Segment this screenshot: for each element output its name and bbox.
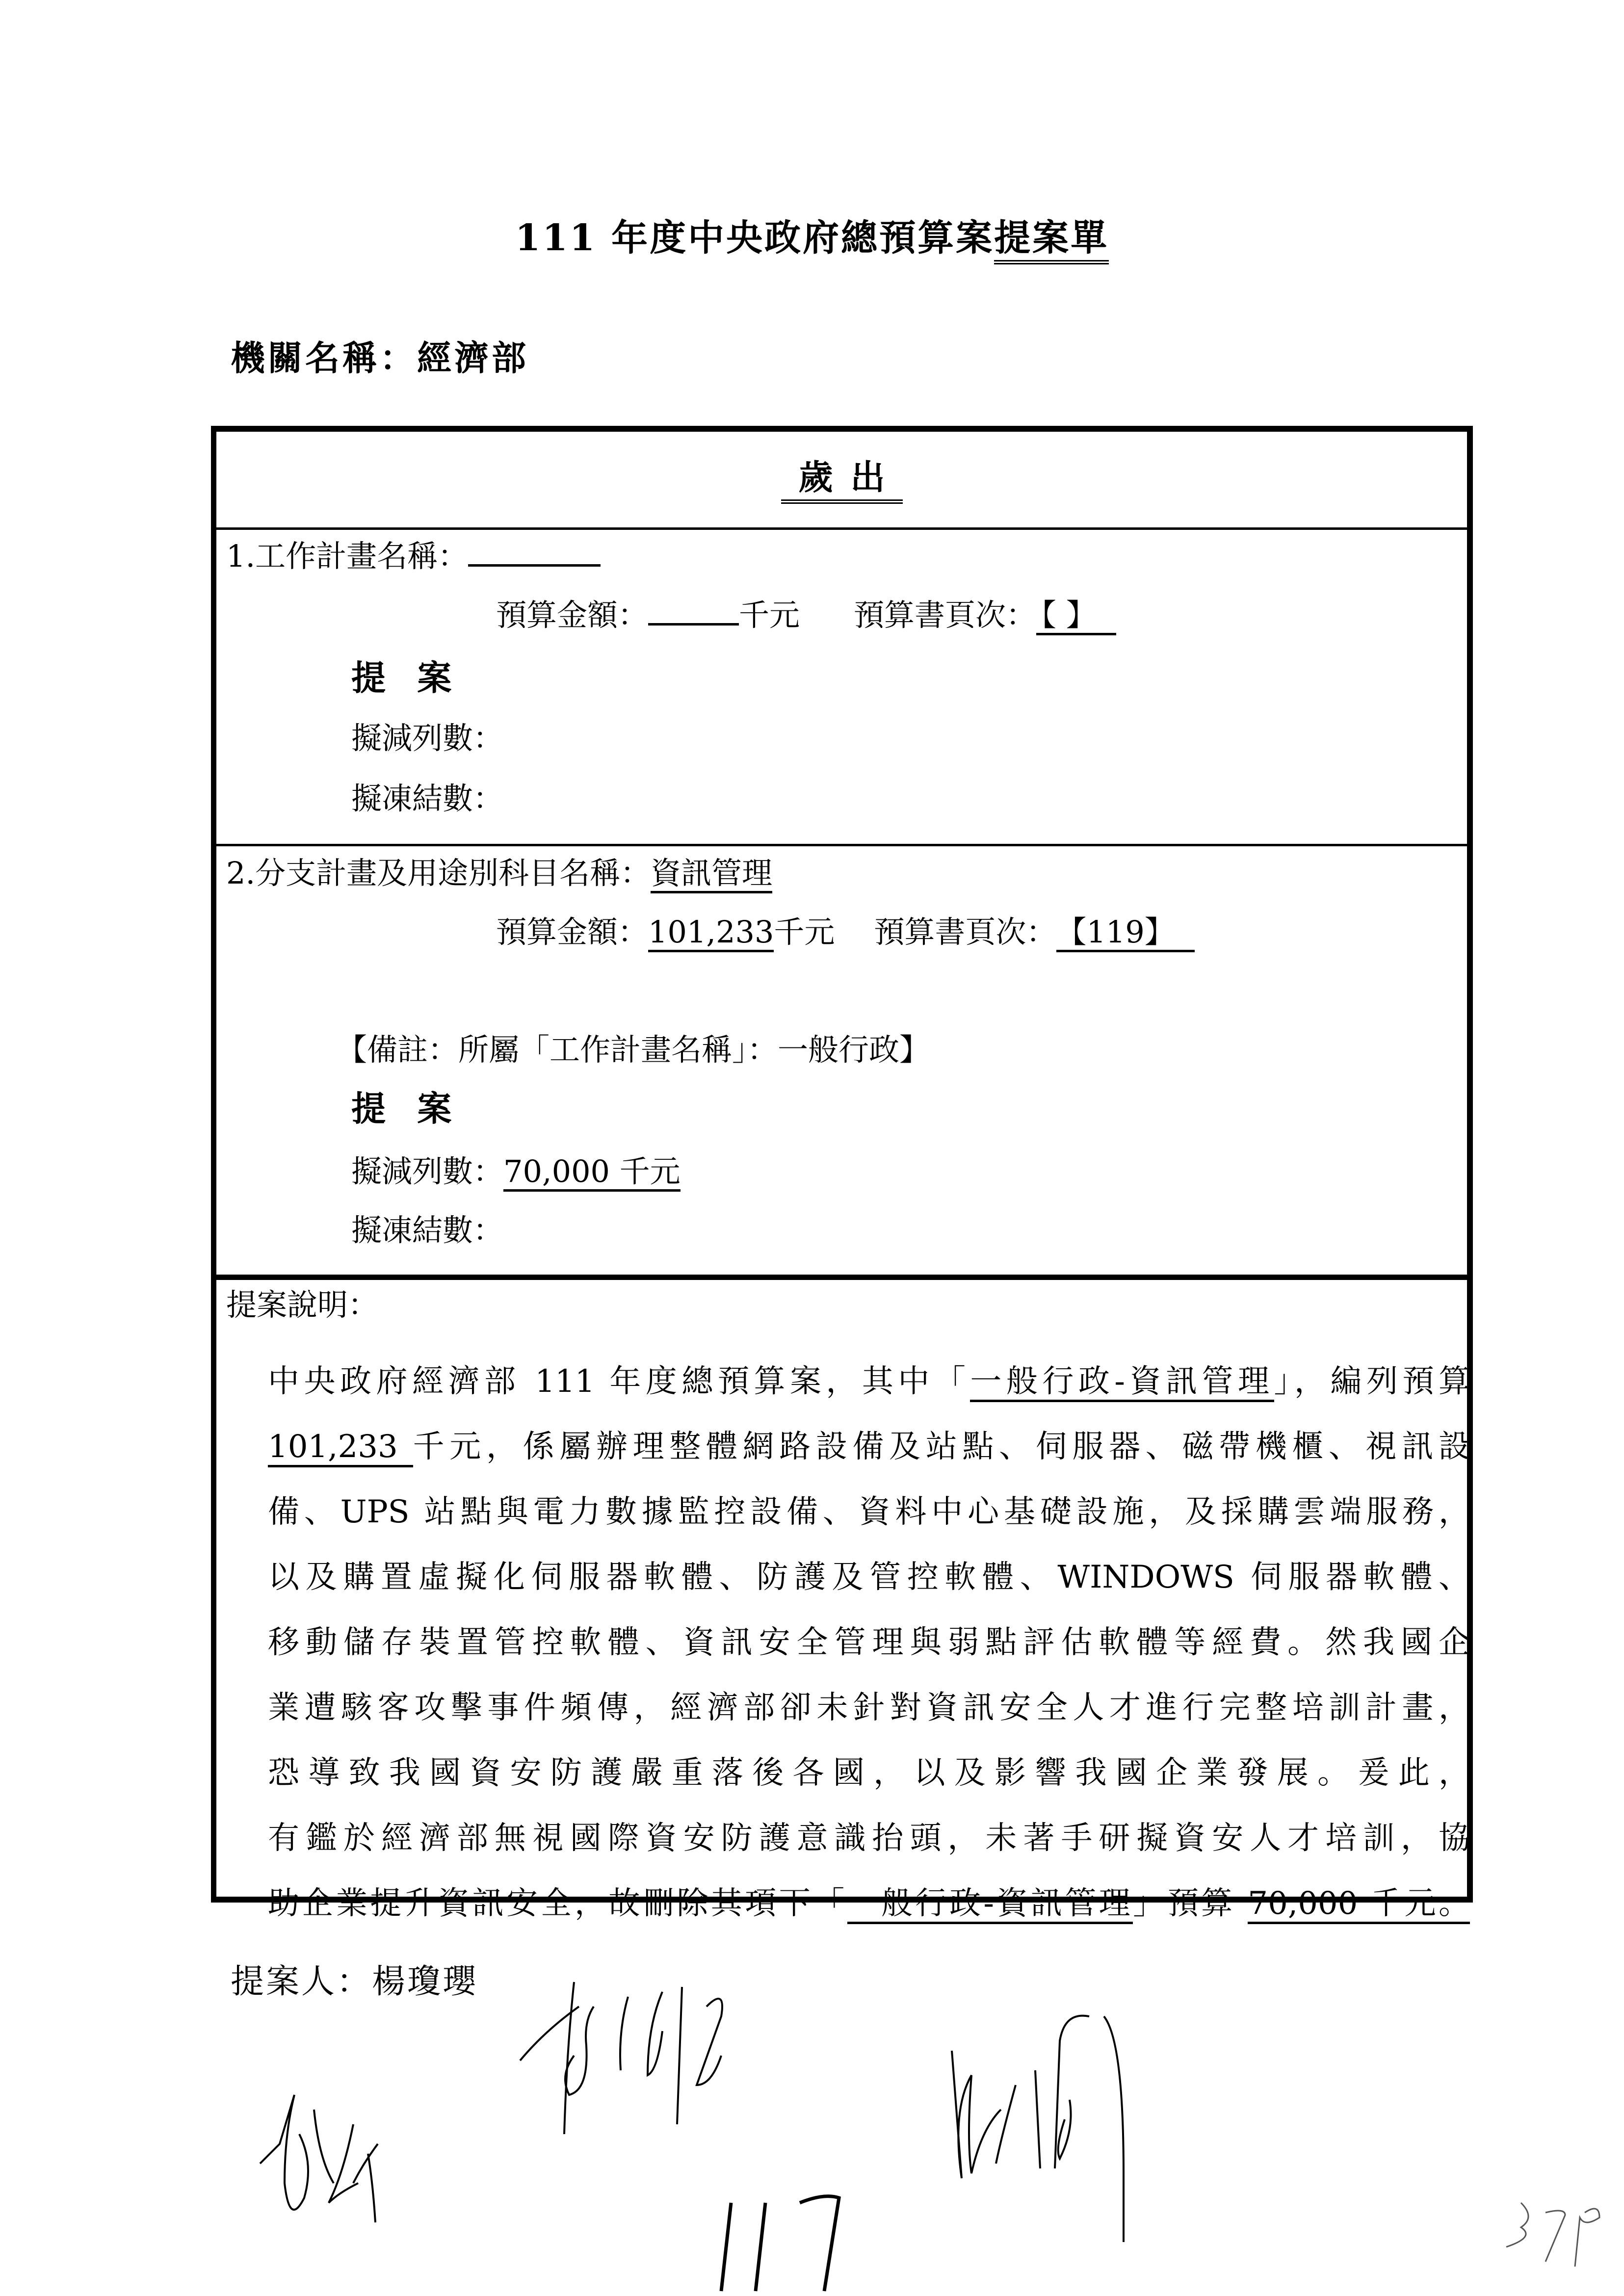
explanation-line: 恐導致我國資安防護嚴重落後各國，以及影響我國企業發展。爰此， xyxy=(268,1755,1470,1791)
divider xyxy=(216,1275,1467,1280)
item1-label-line xyxy=(226,535,601,576)
handwritten-117-picture xyxy=(711,2193,898,2296)
proposer-name: 楊瓊瓔 xyxy=(372,1962,478,2001)
proposal-table xyxy=(211,426,1473,1922)
explanation-line: 有鑑於經濟部無視國際資安防護意識抬頭，未著手研擬資安人才培訓，協 xyxy=(268,1820,1470,1856)
item1-reduce-line xyxy=(351,719,503,758)
item1-budget-unit: 千元 xyxy=(739,597,800,633)
item2-budget-label: 預算金額： xyxy=(496,914,649,950)
item2-label: 2.分支計畫及用途別科目名稱： xyxy=(226,855,651,891)
item2-freeze-line xyxy=(351,1211,503,1250)
item2-reduce-line xyxy=(351,1152,681,1191)
item1-reduce-label: 擬減列數： xyxy=(351,720,504,756)
item2-reduce-label: 擬減列數： xyxy=(351,1153,504,1189)
cut-amount-ref: 70,000 千元。 xyxy=(1248,1885,1470,1924)
budget-amount-ref: 101,233 xyxy=(268,1429,413,1467)
item2-budget-line xyxy=(496,913,1195,952)
signature-1 xyxy=(515,1977,859,2139)
item2-page-value: 【119】 xyxy=(1056,914,1194,952)
signature-3 xyxy=(942,2011,1256,2247)
proposer-line xyxy=(231,1957,478,2007)
item1-freeze-line xyxy=(351,779,503,818)
item1-label: 1.工作計畫名稱： xyxy=(226,538,469,574)
proposer-label: 提案人： xyxy=(231,1962,372,2001)
item1-proposal-heading: 提 案 xyxy=(351,657,462,698)
item2-proposal-heading: 提 案 xyxy=(351,1088,462,1129)
item2-page-label: 預算書頁次： xyxy=(874,914,1057,950)
table-header xyxy=(216,432,1467,527)
agency-name: 經濟部 xyxy=(417,338,529,378)
item2-freeze-label: 擬凍結數： xyxy=(351,1212,504,1248)
item2-budget-unit: 千元 xyxy=(774,914,835,950)
item1-budget-blank xyxy=(648,594,739,626)
divider xyxy=(216,844,1467,846)
divider xyxy=(216,527,1467,530)
item1-page-value: 【 】 xyxy=(1036,597,1116,635)
item2-name: 資訊管理 xyxy=(651,855,772,893)
explanation-line: 業遭駭客攻擊事件頻傳，經濟部卻未針對資訊安全人才進行完整培訓計畫， xyxy=(268,1690,1470,1726)
item1-page-label: 預算書頁次： xyxy=(854,597,1037,633)
explanation-line: 備、UPS 站點與電力數據監控設備、資料中心基礎設施，及採購雲端服務， xyxy=(268,1494,1470,1530)
item2-budget-amount: 101,233 xyxy=(648,914,774,952)
explanation-line: 中央政府經濟部 111 年度總預算案，其中「一般行政-資訊管理」，編列預算 xyxy=(268,1349,1470,1414)
explanation-line: 以及購置虛擬化伺服器軟體、防護及管控軟體、WINDOWS 伺服器軟體、 xyxy=(268,1559,1470,1595)
item2-label-line xyxy=(226,854,772,893)
explanation-paragraph xyxy=(268,1349,1470,1936)
item1-budget-label: 預算金額： xyxy=(496,597,649,633)
item1-budget-line xyxy=(496,594,1116,635)
agency-label: 機關名稱： xyxy=(231,338,417,378)
explanation-label: 提案說明： xyxy=(226,1287,379,1323)
title-suffix: 提案單 xyxy=(994,217,1109,264)
explanation-line: 助企業提升資訊安全，故刪除其項下「一般行政-資訊管理」預算 70,000 千元。 xyxy=(268,1871,1470,1936)
signature-2 xyxy=(255,2085,510,2232)
program-name-ref: 一般行政-資訊管理 xyxy=(970,1363,1274,1402)
item2-remark: 【備註：所屬「工作計畫名稱」：一般行政】 xyxy=(337,1032,930,1068)
item1-name-blank xyxy=(468,535,601,567)
item1-freeze-label: 擬凍結數： xyxy=(351,781,504,816)
page-number-379-picture xyxy=(1501,2198,1609,2271)
program-name-ref: 一般行政-資訊管理 xyxy=(847,1885,1133,1924)
item2-reduce-value: 70,000 千元 xyxy=(503,1153,681,1192)
explanation-line: 移動儲存裝置管控軟體、資訊安全管理與弱點評估軟體等經費。然我國企 xyxy=(268,1624,1470,1661)
page-title xyxy=(0,213,1624,262)
agency-line xyxy=(231,334,529,383)
title-prefix: 111 年度中央政府總預算案 xyxy=(515,217,995,259)
explanation-line: 101,233 千元，係屬辦理整體網路設備及站點、伺服器、磁帶機櫃、視訊設 xyxy=(268,1414,1470,1480)
expenditure-heading: 歲出 xyxy=(781,455,903,504)
